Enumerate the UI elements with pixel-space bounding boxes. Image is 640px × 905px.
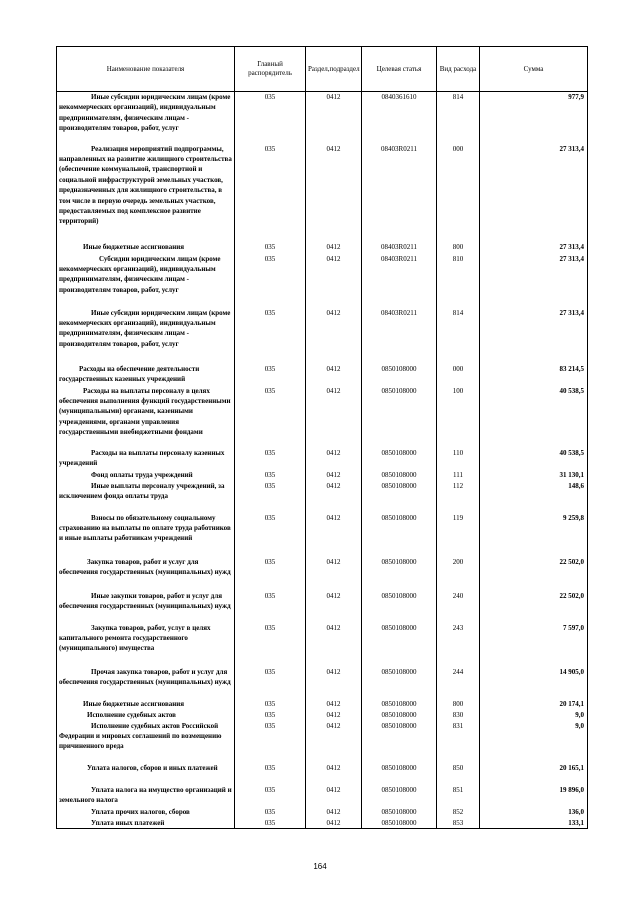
row-section: 0412	[306, 481, 362, 513]
row-manager: 035	[235, 364, 306, 386]
row-type: 800	[437, 699, 480, 710]
row-manager: 035	[235, 818, 306, 829]
row-sum: 148,6	[480, 481, 588, 513]
row-name: Иные субсидии юридическим лицам (кроме некоммерческих организаций), индивидуальным предпринимателям, физическим лицам - производителям товаров, работ, услуг	[57, 92, 235, 144]
row-manager: 035	[235, 470, 306, 481]
row-type: 853	[437, 818, 480, 829]
row-name: Расходы на обеспечение деятельности государственных казенных учреждений	[57, 364, 235, 386]
row-type: 200	[437, 557, 480, 591]
row-type: 850	[437, 763, 480, 785]
row-target: 0850108000	[362, 667, 437, 699]
row-target: 08403R0211	[362, 254, 437, 308]
table-row	[57, 242, 588, 254]
row-manager: 035	[235, 144, 306, 242]
row-section: 0412	[306, 591, 362, 623]
row-name: Иные выплаты персоналу учреждений, за исключением фонда оплаты труда	[57, 481, 235, 513]
row-sum: 14 905,0	[480, 667, 588, 699]
row-section: 0412	[306, 242, 362, 254]
row-manager: 035	[235, 513, 306, 557]
header-manager: Главный распорядитель	[235, 47, 306, 92]
row-manager: 035	[235, 807, 306, 818]
row-type: 831	[437, 721, 480, 763]
row-manager: 035	[235, 92, 306, 144]
budget-table-sheet	[56, 46, 587, 829]
row-sum: 133,1	[480, 818, 588, 829]
row-section: 0412	[306, 92, 362, 144]
table-row	[57, 308, 588, 364]
row-type: 110	[437, 448, 480, 470]
row-section: 0412	[306, 623, 362, 667]
row-name: Расходы на выплаты персоналу в целях обеспечения выполнения функций государственными (муниципальными) органами, казенными учреждениями, органами управления государственными внебюджетными фондами	[57, 386, 235, 448]
header-target: Целевая статья	[362, 47, 437, 92]
row-type: 119	[437, 513, 480, 557]
row-target: 08403R0211	[362, 242, 437, 254]
row-type: 100	[437, 386, 480, 448]
table-row	[57, 667, 588, 699]
row-name: Уплата иных платежей	[57, 818, 235, 829]
row-manager: 035	[235, 710, 306, 721]
row-manager: 035	[235, 721, 306, 763]
row-section: 0412	[306, 144, 362, 242]
row-sum: 31 130,1	[480, 470, 588, 481]
row-name: Уплата налога на имущество организаций и земельного налога	[57, 785, 235, 807]
row-name: Исполнение судебных актов Российской Федерации и мировых соглашений по возмещению причиненного вреда	[57, 721, 235, 763]
row-name: Уплата прочих налогов, сборов	[57, 807, 235, 818]
row-sum: 20 174,1	[480, 699, 588, 710]
row-type: 000	[437, 144, 480, 242]
row-type: 852	[437, 807, 480, 818]
row-target: 0850108000	[362, 448, 437, 470]
row-name: Уплата налогов, сборов и иных платежей	[57, 763, 235, 785]
row-type: 243	[437, 623, 480, 667]
table-row	[57, 721, 588, 763]
row-name: Фонд оплаты труда учреждений	[57, 470, 235, 481]
table-row	[57, 470, 588, 481]
table-row	[57, 785, 588, 807]
row-sum: 9 259,8	[480, 513, 588, 557]
row-target: 0850108000	[362, 807, 437, 818]
table-row	[57, 818, 588, 829]
table-row	[57, 591, 588, 623]
table-row	[57, 92, 588, 144]
row-name: Взносы по обязательному социальному страхованию на выплаты по оплате труда работников и иные выплаты работникам учреждений	[57, 513, 235, 557]
table-row	[57, 254, 588, 308]
row-target: 0850108000	[362, 818, 437, 829]
row-manager: 035	[235, 763, 306, 785]
header-type: Вид расхода	[437, 47, 480, 92]
row-target: 0850108000	[362, 364, 437, 386]
header-name: Наименование показателя	[57, 47, 235, 92]
row-manager: 035	[235, 667, 306, 699]
row-sum: 27 313,4	[480, 242, 588, 254]
row-target: 08403R0211	[362, 144, 437, 242]
row-target: 0850108000	[362, 513, 437, 557]
row-section: 0412	[306, 470, 362, 481]
row-section: 0412	[306, 785, 362, 807]
row-sum: 27 313,4	[480, 254, 588, 308]
row-type: 851	[437, 785, 480, 807]
row-name: Иные бюджетные ассигнования	[57, 699, 235, 710]
table-row	[57, 513, 588, 557]
row-section: 0412	[306, 818, 362, 829]
header-section: Раздел,подраздел	[306, 47, 362, 92]
row-sum: 9,0	[480, 721, 588, 763]
row-name: Расходы на выплаты персоналу казенных учреждений	[57, 448, 235, 470]
row-manager: 035	[235, 785, 306, 807]
row-type: 111	[437, 470, 480, 481]
row-target: 0850108000	[362, 557, 437, 591]
row-sum: 20 165,1	[480, 763, 588, 785]
row-type: 240	[437, 591, 480, 623]
table-row	[57, 144, 588, 242]
table-row	[57, 710, 588, 721]
row-manager: 035	[235, 591, 306, 623]
row-name: Реализация мероприятий подпрограммы, направленных на развитие жилищного строительства (обеспечение коммунальной, транспортной и социальной инфраструктурой земельных участков, предназначенных для жилищного строительства, в том числе в первую очередь земельных участков, предоставляемых под комплексное развитие территорий)	[57, 144, 235, 242]
row-type: 814	[437, 92, 480, 144]
row-target: 0840361610	[362, 92, 437, 144]
row-sum: 22 502,0	[480, 591, 588, 623]
row-target: 0850108000	[362, 699, 437, 710]
row-sum: 27 313,4	[480, 144, 588, 242]
table-row	[57, 448, 588, 470]
row-manager: 035	[235, 623, 306, 667]
row-name: Исполнение судебных актов	[57, 710, 235, 721]
table-body	[57, 92, 588, 829]
row-type: 800	[437, 242, 480, 254]
table-row	[57, 364, 588, 386]
row-section: 0412	[306, 308, 362, 364]
table-row	[57, 807, 588, 818]
row-section: 0412	[306, 364, 362, 386]
row-section: 0412	[306, 386, 362, 448]
row-target: 0850108000	[362, 481, 437, 513]
row-target: 0850108000	[362, 623, 437, 667]
table-row	[57, 557, 588, 591]
row-section: 0412	[306, 710, 362, 721]
row-sum: 83 214,5	[480, 364, 588, 386]
row-section: 0412	[306, 807, 362, 818]
row-name: Иные закупки товаров, работ и услуг для обеспечения государственных (муниципальных) нужд	[57, 591, 235, 623]
row-target: 0850108000	[362, 591, 437, 623]
table-row	[57, 699, 588, 710]
row-name: Субсидии юридическим лицам (кроме некоммерческих организаций), индивидуальным предпринимателям, физическим лицам - производителям товаров, работ, услуг	[57, 254, 235, 308]
row-section: 0412	[306, 667, 362, 699]
table-row	[57, 481, 588, 513]
row-manager: 035	[235, 242, 306, 254]
row-type: 830	[437, 710, 480, 721]
row-name: Прочая закупка товаров, работ и услуг для обеспечения государственных (муниципальных) нужд	[57, 667, 235, 699]
row-name: Иные бюджетные ассигнования	[57, 242, 235, 254]
row-section: 0412	[306, 448, 362, 470]
row-type: 000	[437, 364, 480, 386]
row-target: 0850108000	[362, 710, 437, 721]
row-sum: 9,0	[480, 710, 588, 721]
row-type: 814	[437, 308, 480, 364]
row-sum: 40 538,5	[480, 386, 588, 448]
budget-table	[56, 46, 588, 829]
table-row	[57, 623, 588, 667]
row-section: 0412	[306, 763, 362, 785]
row-type: 244	[437, 667, 480, 699]
row-manager: 035	[235, 308, 306, 364]
row-sum: 27 313,4	[480, 308, 588, 364]
table-row	[57, 763, 588, 785]
table-row	[57, 386, 588, 448]
row-manager: 035	[235, 386, 306, 448]
header-sum: Сумма	[480, 47, 588, 92]
row-section: 0412	[306, 513, 362, 557]
row-section: 0412	[306, 254, 362, 308]
row-target: 0850108000	[362, 721, 437, 763]
row-name: Закупка товаров, работ, услуг в целях капитального ремонта государственного (муниципального) имущества	[57, 623, 235, 667]
row-type: 112	[437, 481, 480, 513]
row-sum: 40 538,5	[480, 448, 588, 470]
row-target: 08403R0211	[362, 308, 437, 364]
row-sum: 977,9	[480, 92, 588, 144]
row-manager: 035	[235, 481, 306, 513]
row-name: Иные субсидии юридическим лицам (кроме некоммерческих организаций), индивидуальным предпринимателям, физическим лицам - производителям товаров, работ, услуг	[57, 308, 235, 364]
row-target: 0850108000	[362, 386, 437, 448]
row-section: 0412	[306, 721, 362, 763]
row-section: 0412	[306, 699, 362, 710]
page-number: 164	[313, 862, 327, 871]
row-manager: 035	[235, 557, 306, 591]
row-sum: 19 896,0	[480, 785, 588, 807]
row-manager: 035	[235, 254, 306, 308]
row-sum: 7 597,0	[480, 623, 588, 667]
row-target: 0850108000	[362, 785, 437, 807]
row-section: 0412	[306, 557, 362, 591]
row-target: 0850108000	[362, 470, 437, 481]
row-sum: 136,0	[480, 807, 588, 818]
row-name: Закупка товаров, работ и услуг для обеспечения государственных (муниципальных) нужд	[57, 557, 235, 591]
row-target: 0850108000	[362, 763, 437, 785]
row-type: 810	[437, 254, 480, 308]
table-header	[57, 47, 588, 92]
row-sum: 22 502,0	[480, 557, 588, 591]
row-manager: 035	[235, 448, 306, 470]
row-manager: 035	[235, 699, 306, 710]
